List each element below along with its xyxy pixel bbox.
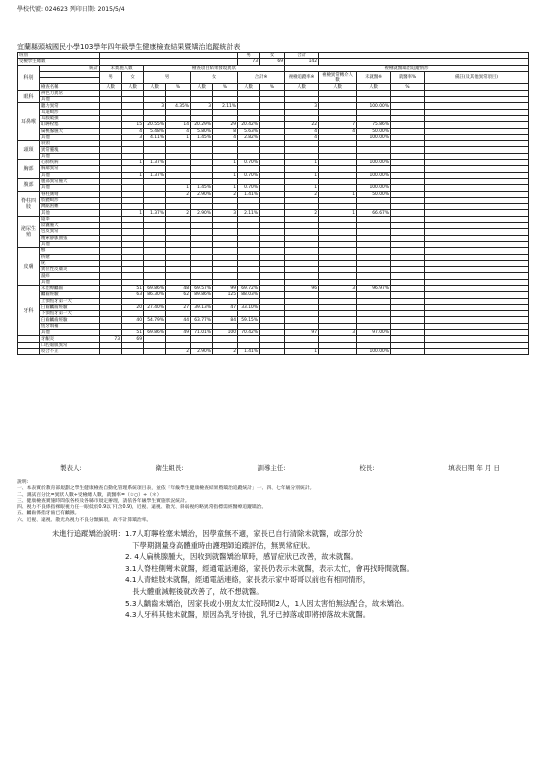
table-cell: 99 bbox=[213, 285, 238, 291]
school-code-line: 學校代號: 024623 列印日期: 2015/5/4 bbox=[17, 6, 125, 13]
abnormal-total: 合計※ bbox=[238, 71, 285, 84]
table-cell: 47 bbox=[213, 304, 238, 310]
table-cell: 96 bbox=[285, 285, 319, 291]
table-cell: 62 bbox=[166, 292, 191, 298]
table-cell: 49 bbox=[166, 330, 191, 336]
female-label: 女 bbox=[260, 53, 285, 59]
unchecked-female: 女 bbox=[122, 71, 144, 84]
table-cell: 50.00% bbox=[357, 191, 391, 197]
class-label: 班別 bbox=[18, 53, 100, 59]
followup-header: 複檢就醫矯治追蹤情形 bbox=[285, 65, 529, 71]
unchecked-header: 未實施人數 bbox=[100, 65, 144, 71]
table-cell: 2.90% bbox=[191, 210, 213, 216]
table-cell: 1.45% bbox=[191, 185, 213, 191]
item-name: 辨色力異常 bbox=[40, 90, 100, 96]
abnormal-header: 檢查項目結果發現異狀 bbox=[144, 65, 285, 71]
item-name: 其他 bbox=[40, 172, 100, 178]
section-name: 耳鼻喉 bbox=[18, 103, 40, 141]
followup-line: 未進行追蹤矯治說明：1.7人耵聹栓塞未矯治，因學童無不適，家長已自行清除未就醫，或部分於 bbox=[52, 529, 363, 538]
table-cell: 51 bbox=[122, 285, 144, 291]
remarks-header: 備註(及其他異常項目) bbox=[425, 71, 529, 84]
section-name: 牙科 bbox=[18, 285, 40, 335]
table-cell: 100 bbox=[213, 330, 238, 336]
table-cell: 84 bbox=[213, 317, 238, 323]
table-cell: 100.00% bbox=[357, 160, 391, 166]
table-cell: 44 bbox=[166, 317, 191, 323]
table-cell: 97 bbox=[285, 330, 319, 336]
table-cell: 71.01% bbox=[191, 330, 213, 336]
table-cell: 4 bbox=[285, 134, 319, 140]
item-name: 心肺疾病 bbox=[40, 160, 100, 166]
table-cell: 1 bbox=[285, 348, 319, 354]
table-cell: 59.15% bbox=[238, 317, 260, 323]
table-cell: 2 bbox=[166, 210, 191, 216]
followup-line: 2. 4人扁桃腺腫大，因收到就醫矯治單時，感冒症狀已改善，故未就醫。 bbox=[52, 552, 358, 562]
item-name: 其他 bbox=[40, 210, 100, 216]
followup-line: 3.1人脊柱側彎未就醫，經通電話連絡，家長仍表示未就醫，表示太忙，會再找時間就醫。 bbox=[52, 563, 414, 573]
principal-label: 校長: bbox=[359, 464, 375, 472]
table-cell: 1 bbox=[285, 172, 319, 178]
table-cell: 4 bbox=[319, 128, 357, 134]
table-cell: 27.40% bbox=[144, 304, 166, 310]
table-cell: 33.10% bbox=[238, 304, 260, 310]
table-cell bbox=[144, 348, 166, 354]
table-cell: 1.37% bbox=[144, 210, 166, 216]
item-name-header: 檢查名稱 bbox=[40, 84, 100, 90]
table-cell: 51 bbox=[122, 330, 144, 336]
table-cell: 5.80% bbox=[191, 128, 213, 134]
table-cell: 5.63% bbox=[238, 128, 260, 134]
item-name: 異常腫塊 bbox=[40, 147, 100, 153]
table-cell bbox=[425, 348, 529, 354]
abnormal-male: 男 bbox=[144, 71, 191, 84]
page-title: 宜蘭縣頭城國民小學103學年四年級學生健康檢查結果暨矯治追蹤統計表 bbox=[17, 43, 241, 51]
table-cell: 1 bbox=[319, 210, 357, 216]
item-name: 其他 bbox=[40, 185, 100, 191]
table-cell: 1 bbox=[122, 172, 144, 178]
table-cell: 4.11% bbox=[144, 134, 166, 140]
note-line: 五、齲齒係指牙齒已有齲蝕。 bbox=[17, 511, 80, 517]
table-cell bbox=[260, 348, 285, 354]
persons-header: 人數 bbox=[319, 84, 357, 90]
female-count: 69 bbox=[260, 59, 285, 65]
table-cell: 22 bbox=[285, 122, 319, 128]
table-cell: 2.90% bbox=[191, 191, 213, 197]
item-name: 其他 bbox=[40, 279, 100, 285]
followup-line: 4.3人牙科其他未就醫，原因為乳牙待拔，乳牙已掉落或即將掉落故未就醫。 bbox=[52, 610, 371, 620]
followup-line: 長大體重減輕後就改善了，故不想就醫。 bbox=[52, 586, 264, 596]
note-line: 三、健康檢查實施時間依各校及各縣市規定辦理，請依各年級學生實施狀況統計。 bbox=[17, 498, 190, 504]
table-cell: 1 bbox=[213, 185, 238, 191]
empty-cell bbox=[18, 348, 40, 354]
total-label: 合計 bbox=[285, 53, 319, 59]
table-cell: 1 bbox=[213, 172, 238, 178]
table-cell: 89.86% bbox=[191, 292, 213, 298]
table-cell: 1.41% bbox=[238, 191, 260, 197]
table-cell: 2 bbox=[285, 191, 319, 197]
item-name: 疥瘡 bbox=[40, 254, 100, 260]
unchecked-male: 男 bbox=[100, 71, 122, 84]
persons-header: 人數 bbox=[100, 84, 122, 90]
table-cell: 2 bbox=[213, 348, 238, 354]
table-cell: 54.79% bbox=[144, 317, 166, 323]
statistics-table bbox=[17, 52, 529, 355]
table-cell: 1 bbox=[319, 191, 357, 197]
table-cell: 14 bbox=[166, 122, 191, 128]
followup-line: 下學期測量身高體重時由護理師追蹤評估，無異常症狀。 bbox=[52, 540, 315, 550]
table-cell: 2 bbox=[285, 210, 319, 216]
table-cell: 1 bbox=[213, 160, 238, 166]
table-cell: 100.00% bbox=[357, 185, 391, 191]
student-count-label: 受檢學生總數 bbox=[18, 59, 100, 65]
table-row bbox=[18, 348, 529, 354]
table-cell: 3 bbox=[191, 103, 213, 109]
fu-med-header: 複檢異常轉介人數 bbox=[319, 71, 357, 84]
table-cell: 1.41% bbox=[238, 348, 260, 354]
item-name: 癬 bbox=[40, 248, 100, 254]
item-name: 聽力異常 bbox=[40, 103, 100, 109]
table-cell: 3 bbox=[122, 134, 144, 140]
note-line: 二、測試百分比=異狀人數÷受檢總人數，就醫率=（☆○）÷（＊） bbox=[17, 492, 162, 498]
table-cell: 100.00% bbox=[357, 134, 391, 140]
table-cell: 1 bbox=[122, 160, 144, 166]
item-name: 臼齒齲齒經驗 bbox=[40, 317, 100, 323]
table-cell: 3 bbox=[319, 330, 357, 336]
item-name: 精索靜脈曲張 bbox=[40, 235, 100, 241]
table-cell: 69 bbox=[122, 336, 144, 342]
table-cell: 2 bbox=[166, 191, 191, 197]
table-cell: 1 bbox=[285, 160, 319, 166]
table-cell: 20 bbox=[122, 304, 144, 310]
table-cell: 75.86% bbox=[357, 122, 391, 128]
section-name: 脊柱四肢 bbox=[18, 191, 40, 216]
item-name: 脊柱側彎 bbox=[40, 191, 100, 197]
percent-header: % bbox=[391, 84, 425, 90]
table-cell: 2.11% bbox=[213, 103, 238, 109]
item-name: 隱睪 bbox=[40, 216, 100, 222]
table-cell: 69.57% bbox=[191, 285, 213, 291]
table-cell bbox=[391, 348, 425, 354]
male-label: 男 bbox=[238, 53, 260, 59]
table-cell: 97.00% bbox=[357, 330, 391, 336]
table-cell: 0.70% bbox=[238, 185, 260, 191]
notes-label: 說明: bbox=[17, 480, 29, 485]
item-name: 蹲踞困難 bbox=[40, 204, 100, 210]
subject-header: 科別 bbox=[18, 65, 40, 90]
table-cell: 70.42% bbox=[238, 330, 260, 336]
section-name: 皮膚 bbox=[18, 248, 40, 286]
note-line: 一、本表實於教育部規劃之學生健康檢查自動化管理系統項目表，並依「年級學生健康檢查結果暨矯治追蹤統計」一、四、七年級分別統計。 bbox=[17, 486, 315, 492]
item-name: 腹部異常腫大 bbox=[40, 178, 100, 184]
persons-header: 人數 bbox=[357, 84, 391, 90]
table-cell: 2 bbox=[166, 348, 191, 354]
item-name: 肢體畸形 bbox=[40, 197, 100, 203]
fu-rate-header: 複檢追蹤率※ bbox=[285, 71, 319, 84]
item-name: 牙齦炎 bbox=[40, 336, 100, 342]
table-cell: 88.03% bbox=[238, 292, 260, 298]
table-cell: 4 bbox=[166, 128, 191, 134]
item-name: 斜頸 bbox=[40, 141, 100, 147]
followup-explanation bbox=[52, 528, 532, 621]
persons-header: 人數 bbox=[285, 84, 319, 90]
table-cell: 0.70% bbox=[238, 160, 260, 166]
table-cell: 3 bbox=[144, 103, 166, 109]
item-name: 異位性皮膚炎 bbox=[40, 267, 100, 273]
table-cell: 1.37% bbox=[144, 160, 166, 166]
item-name: 其他 bbox=[40, 134, 100, 140]
table-cell: 8 bbox=[213, 128, 238, 134]
note-line: 六、近視、遠視、散光為視力不良分類細項，故不計算矯治率。 bbox=[17, 517, 152, 523]
item-name: 恆牙填補 bbox=[40, 323, 100, 329]
table-cell: 29 bbox=[213, 122, 238, 128]
male-count: 73 bbox=[238, 59, 260, 65]
item-name: 其他 bbox=[40, 330, 100, 336]
item-name: 陰囊腫大 bbox=[40, 223, 100, 229]
percent-header: % bbox=[260, 84, 285, 90]
table-cell bbox=[100, 348, 122, 354]
table-cell: 1 bbox=[166, 134, 191, 140]
signature-line bbox=[60, 463, 500, 472]
table-cell: 2.82% bbox=[238, 134, 260, 140]
table-cell: 100.00% bbox=[357, 103, 391, 109]
table-cell: 15 bbox=[122, 122, 144, 128]
item-name: 扁桃腺腫大 bbox=[40, 128, 100, 134]
item-name: 口腔黏膜異常 bbox=[40, 342, 100, 348]
table-cell: 2 bbox=[213, 191, 238, 197]
table-cell: 1.37% bbox=[144, 172, 166, 178]
table-cell: 4 bbox=[213, 134, 238, 140]
table-cell: 1 bbox=[166, 185, 191, 191]
table-cell: 63 bbox=[122, 292, 144, 298]
table-cell: 50.00% bbox=[357, 128, 391, 134]
table-cell: 69.72% bbox=[238, 285, 260, 291]
table-cell: 2.90% bbox=[191, 348, 213, 354]
stats-header: 統計 bbox=[40, 65, 100, 71]
table-cell: 2.11% bbox=[238, 210, 260, 216]
table-cell: 3 bbox=[285, 103, 319, 109]
item-name: 其他 bbox=[40, 153, 100, 159]
item-name: 耳膜破損 bbox=[40, 115, 100, 121]
item-name: 齲齒經驗 bbox=[40, 292, 100, 298]
section-name: 眼科 bbox=[18, 90, 40, 103]
item-name: 耵聹栓塞 bbox=[40, 122, 100, 128]
table-cell: 100.00% bbox=[357, 172, 391, 178]
table-cell: 1 bbox=[122, 210, 144, 216]
item-name: 胸廓異常 bbox=[40, 166, 100, 172]
abnormal-female: 女 bbox=[191, 71, 238, 84]
table-cell bbox=[319, 348, 357, 354]
table-cell: 48 bbox=[166, 285, 191, 291]
table-cell: 20.29% bbox=[191, 122, 213, 128]
item-name: 咬合不正 bbox=[40, 348, 100, 354]
percent-header: % bbox=[166, 84, 191, 90]
section-name: 腹部 bbox=[18, 178, 40, 191]
table-cell: 69.86% bbox=[144, 330, 166, 336]
fill-date-label: 填表日期 年 月 日 bbox=[448, 464, 500, 472]
table-cell: 4 bbox=[122, 128, 144, 134]
item-name: 臼齒齲齒經驗 bbox=[40, 304, 100, 310]
table-cell: 96.97% bbox=[357, 285, 391, 291]
item-name: 耳道畸形 bbox=[40, 109, 100, 115]
item-name: 未治療齲齒 bbox=[40, 285, 100, 291]
table-cell: 66.67% bbox=[357, 210, 391, 216]
table-cell: 1 bbox=[285, 185, 319, 191]
table-cell: 100.00% bbox=[357, 348, 391, 354]
followup-line: 5.3人齲齒未矯治，因家長或小朋友太忙沒時間2人，1人因太害怕無法配合，故未矯治。 bbox=[52, 598, 409, 608]
table-cell: 3 bbox=[213, 210, 238, 216]
persons-header: 人數 bbox=[191, 84, 213, 90]
item-name: 包皮異常 bbox=[40, 229, 100, 235]
table-cell: 69.86% bbox=[144, 285, 166, 291]
item-name: 其他 bbox=[40, 97, 100, 103]
section-name: 胸部 bbox=[18, 160, 40, 179]
item-name: 疣 bbox=[40, 260, 100, 266]
item-name: 上顎恆牙第一大 bbox=[40, 298, 100, 304]
table-cell: 63.77% bbox=[191, 317, 213, 323]
table-cell: 1.45% bbox=[191, 134, 213, 140]
section-name: 泌尿生殖 bbox=[18, 216, 40, 247]
persons-header: 人數 bbox=[122, 84, 144, 90]
table-cell: 40 bbox=[122, 317, 144, 323]
health-leader-label: 衛生組長: bbox=[155, 464, 184, 472]
table-cell: 5.48% bbox=[144, 128, 166, 134]
table-cell: 7 bbox=[319, 122, 357, 128]
table-cell: 20.42% bbox=[238, 122, 260, 128]
percent-header: % bbox=[213, 84, 238, 90]
item-name: 其他 bbox=[40, 241, 100, 247]
fu-noseek-header: 未就醫※ bbox=[357, 71, 391, 84]
note-line: 四、視力不良係指裸眼視力任一眼低於0.9以下(含0.9)，近視、遠視、散光、斜弱視約略異常指標需經醫療追蹤矯治。 bbox=[17, 505, 267, 511]
table-cell: 125 bbox=[213, 292, 238, 298]
item-name: 濕疹 bbox=[40, 273, 100, 279]
item-name: 下顎恆牙第一大 bbox=[40, 311, 100, 317]
maker-label: 製表人: bbox=[60, 464, 82, 472]
table-cell: 4 bbox=[285, 128, 319, 134]
table-cell: 4.35% bbox=[166, 103, 191, 109]
section-name: 頭頸 bbox=[18, 141, 40, 160]
table-cell: 73 bbox=[100, 336, 122, 342]
notes-section bbox=[17, 480, 532, 524]
followup-line: 4.1人青蛙肢未就醫，經通電話連絡，家長表示家中哥哥以前也有相同情形， bbox=[52, 575, 371, 585]
fu-seek-header: 就醫率% bbox=[391, 71, 425, 84]
table-cell: 20.55% bbox=[144, 122, 166, 128]
table-cell: 86.30% bbox=[144, 292, 166, 298]
table-cell: 39.13% bbox=[191, 304, 213, 310]
table-cell bbox=[122, 348, 144, 354]
total-count: 142 bbox=[285, 59, 319, 65]
table-cell: 3 bbox=[319, 285, 357, 291]
table-cell: 27 bbox=[166, 304, 191, 310]
persons-header: 人數 bbox=[238, 84, 260, 90]
academic-director-label: 訓導主任: bbox=[257, 464, 286, 472]
persons-header: 人數 bbox=[144, 84, 166, 90]
table-cell: 0.70% bbox=[238, 172, 260, 178]
